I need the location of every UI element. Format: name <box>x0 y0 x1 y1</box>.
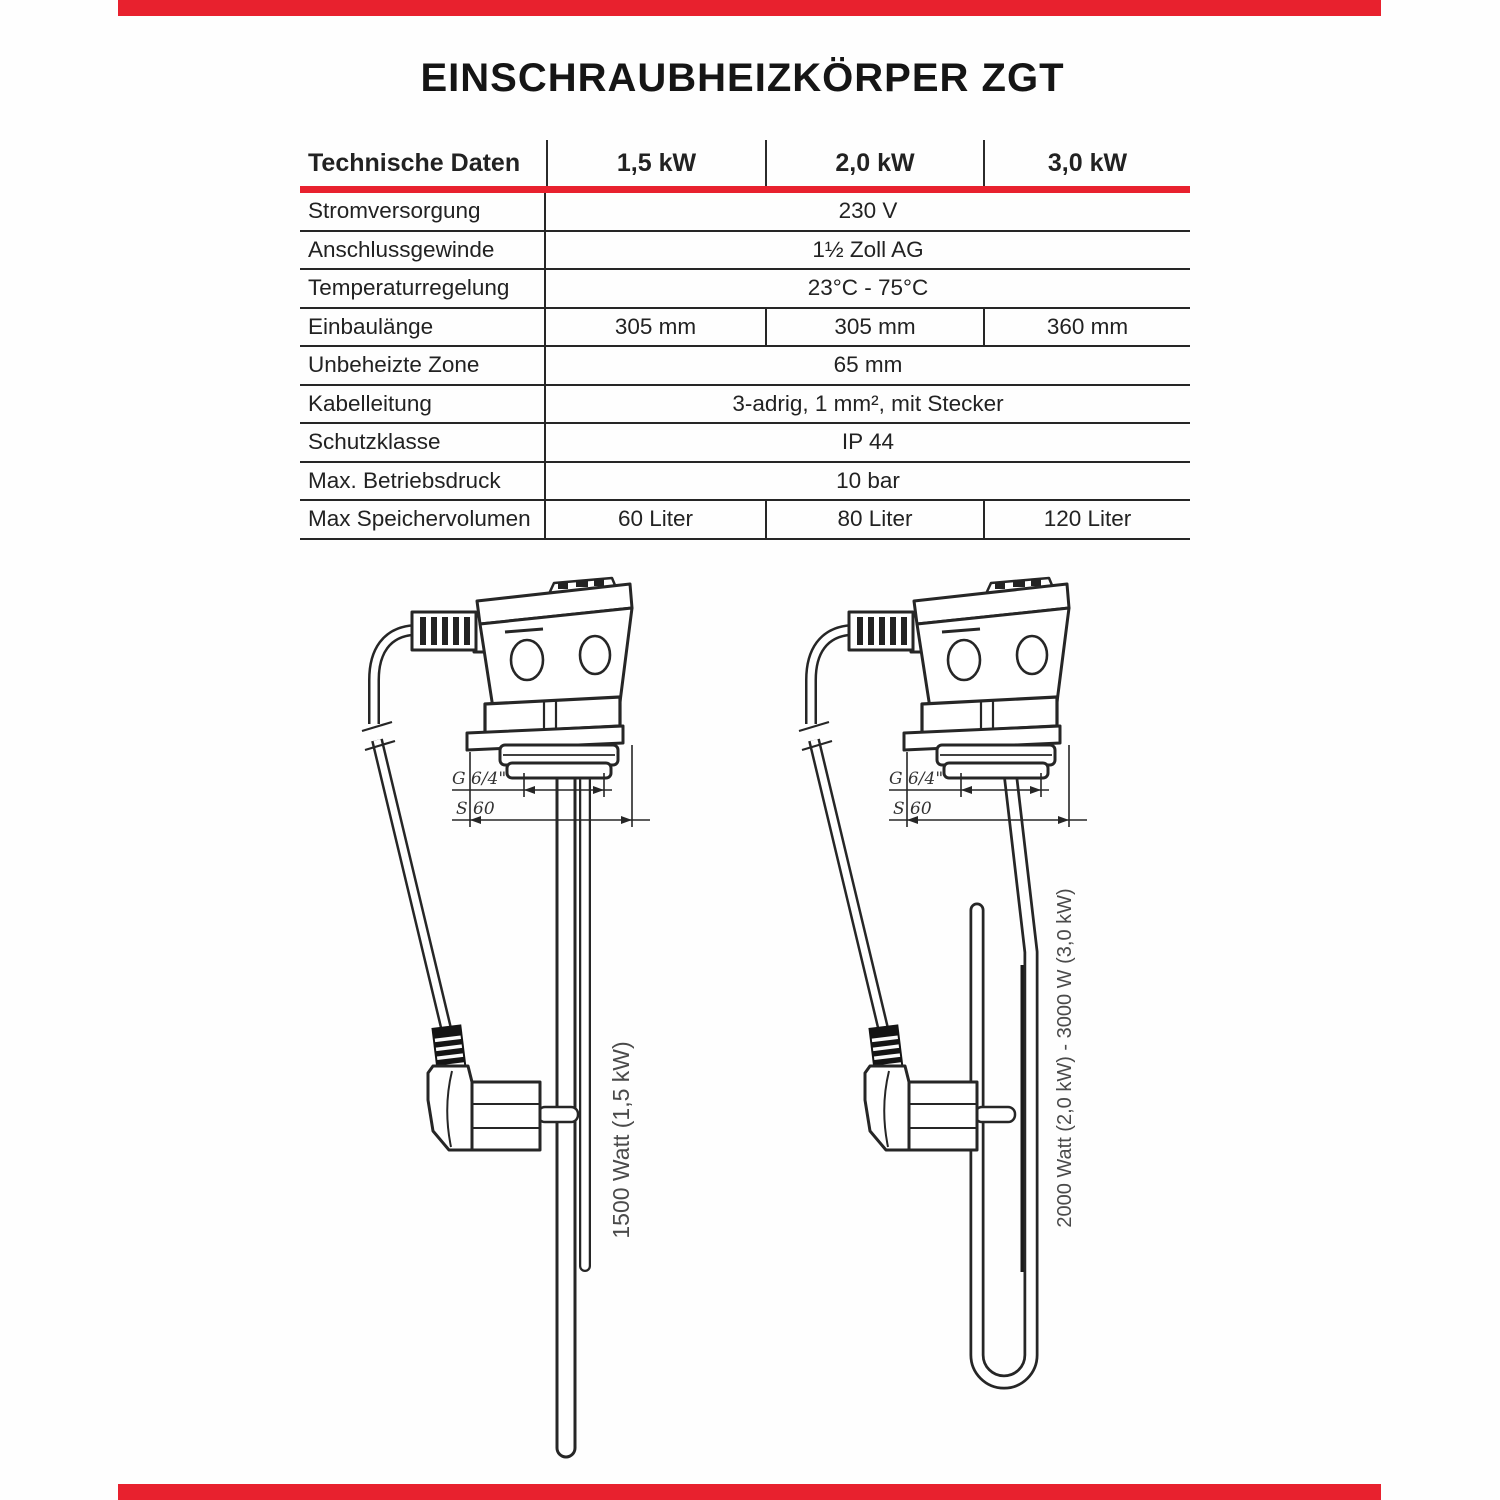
table-row <box>300 424 1190 463</box>
row-value: IP 44 <box>841 429 895 455</box>
top-red-bar <box>118 0 1381 16</box>
row-label: Anschlussgewinde <box>300 232 546 269</box>
table-row <box>300 270 1190 309</box>
row-label: Stromversorgung <box>300 193 546 230</box>
technical-drawings: G 6/4" S 60 1500 Watt (1,5 kW) 2000 Watt (2,0 kW) - 3000 W (3,0 kW) <box>0 560 1500 1500</box>
row-label: Max Speichervolumen <box>300 501 546 538</box>
row-value: 230 V <box>838 198 898 224</box>
table-row <box>300 193 1190 232</box>
header-col-1: 1,5 kW <box>546 140 765 186</box>
row-label: Temperaturregelung <box>300 270 546 307</box>
row-label: Schutzklasse <box>300 424 546 461</box>
row-value-1: 60 Liter <box>617 506 694 532</box>
header-col-2: 2,0 kW <box>765 140 983 186</box>
table-row <box>300 232 1190 271</box>
row-label: Kabelleitung <box>300 386 546 423</box>
table-row <box>300 309 1190 348</box>
right-wattage-caption: 2000 Watt (2,0 kW) - 3000 W (3,0 kW) <box>1054 888 1076 1228</box>
row-value-1: 305 mm <box>614 313 697 339</box>
left-wattage-caption: 1500 Watt (1,5 kW) <box>608 1041 634 1239</box>
heating-rod-u-loop <box>977 772 1031 1382</box>
row-value-2: 80 Liter <box>765 501 983 538</box>
row-value: 65 mm <box>833 352 903 378</box>
table-header-row <box>300 140 1190 186</box>
row-label: Einbaulänge <box>300 309 546 346</box>
row-label: Unbeheizte Zone <box>300 347 546 384</box>
row-label: Max. Betriebsdruck <box>300 463 546 500</box>
page-title: EINSCHRAUBHEIZKÖRPER ZGT <box>420 56 1065 100</box>
table-row <box>300 501 1190 540</box>
technical-data-table <box>300 140 1190 540</box>
table-row <box>300 463 1190 502</box>
row-value: 10 bar <box>836 467 900 493</box>
table-row <box>300 347 1190 386</box>
row-value-2: 305 mm <box>765 309 983 346</box>
row-value-3: 120 Liter <box>983 501 1190 538</box>
row-value: 23°C - 75°C <box>807 275 929 301</box>
header-label: Technische Daten <box>308 148 521 177</box>
table-row <box>300 386 1190 425</box>
row-value-3: 360 mm <box>983 309 1190 346</box>
header-col-3: 3,0 kW <box>983 140 1190 186</box>
device-left <box>362 578 650 1150</box>
row-value: 1½ Zoll AG <box>812 236 924 262</box>
row-value: 3-adrig, 1 mm², mit Stecker <box>732 390 1004 416</box>
header-red-underline <box>300 186 1190 193</box>
device-right <box>799 578 1087 1150</box>
